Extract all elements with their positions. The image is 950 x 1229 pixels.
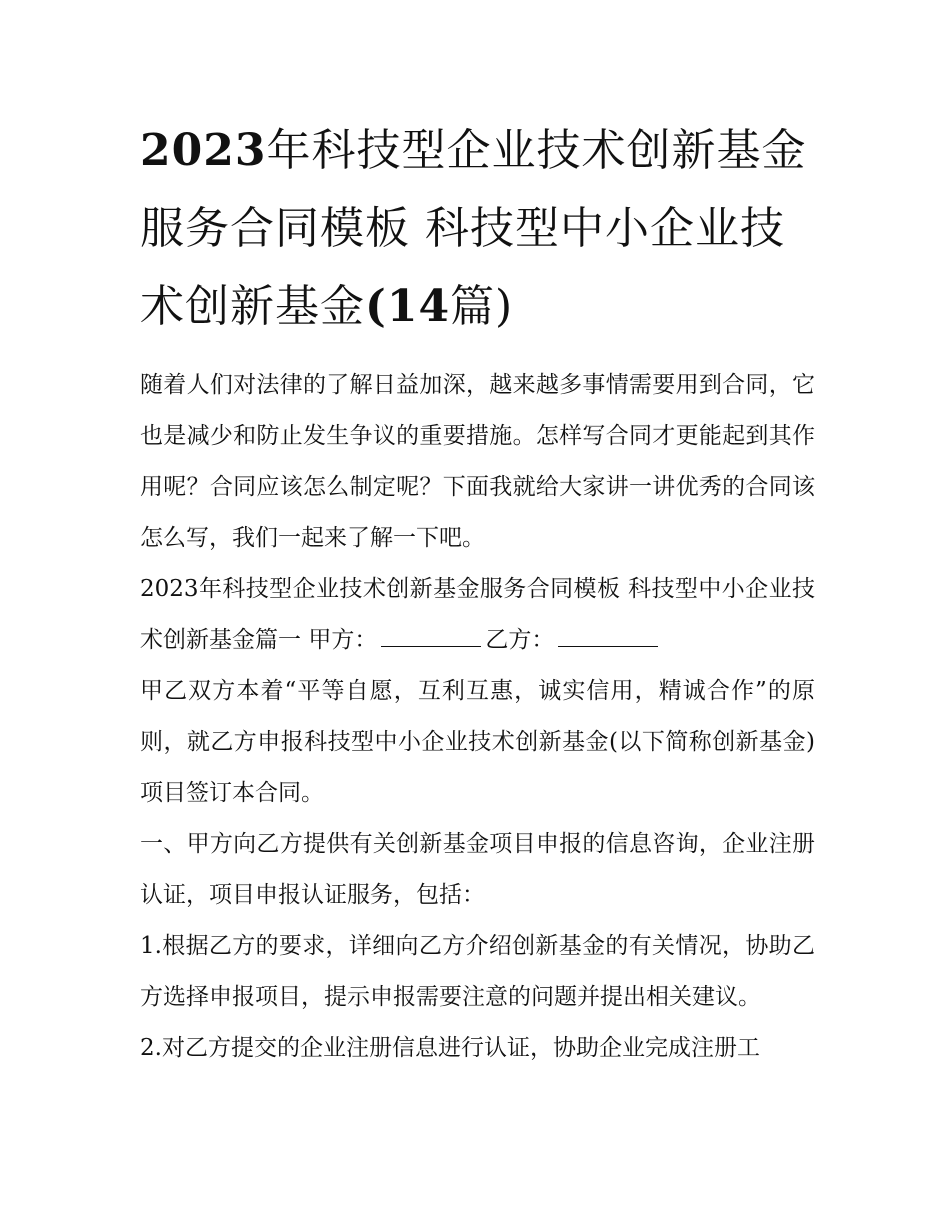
principle-paragraph: 甲乙双方本着“平等自愿，互利互惠，诚实信用，精诚合作”的原则，就乙方申报科技型中小企业技术创新基金(以下简称创新基金)项目签订本合同。 [140,678,815,806]
intro-paragraph: 随着人们对法律的了解日益加深，越来越多事情需要用到合同，它也是减少和防止发生争议的重要措施。怎样写合同才更能起到其作用呢？合同应该怎么制定呢？下面我就给大家讲一讲优秀的合同该怎么写，我们一起来了解一下吧。 [140,372,815,551]
title-paren-open: ( [365,281,387,332]
section-1-paragraph: 一、甲方向乙方提供有关创新基金项目申报的信息咨询，企业注册认证，项目申报认证服务，包括： [140,831,815,908]
title-year: 2023 [140,125,267,176]
party-a-blank [381,624,481,647]
title-text: 年科技型企业技术创新基金服务合同模板 科技型中小企业技术创新基金 [140,125,807,332]
document-title [140,112,815,346]
party-b-blank [558,624,658,647]
contract-heading: 2023年科技型企业技术创新基金服务合同模板 科技型中小企业技术创新基金篇一 [140,576,815,653]
party-a-label: 甲方： [308,627,378,653]
contract-heading-paragraph [140,564,815,666]
party-b-label: 乙方： [485,627,555,653]
title-suffix: 篇) [450,281,514,332]
title-count: 14 [386,281,451,332]
item-1-paragraph: 1.根据乙方的要求，详细向乙方介绍创新基金的有关情况，协助乙方选择申报项目，提示申报需要注意的问题并提出相关建议。 [140,933,815,1010]
document-page [140,112,815,1074]
item-2-paragraph: 2.对乙方提交的企业注册信息进行认证，协助企业完成注册工 [140,1035,760,1061]
